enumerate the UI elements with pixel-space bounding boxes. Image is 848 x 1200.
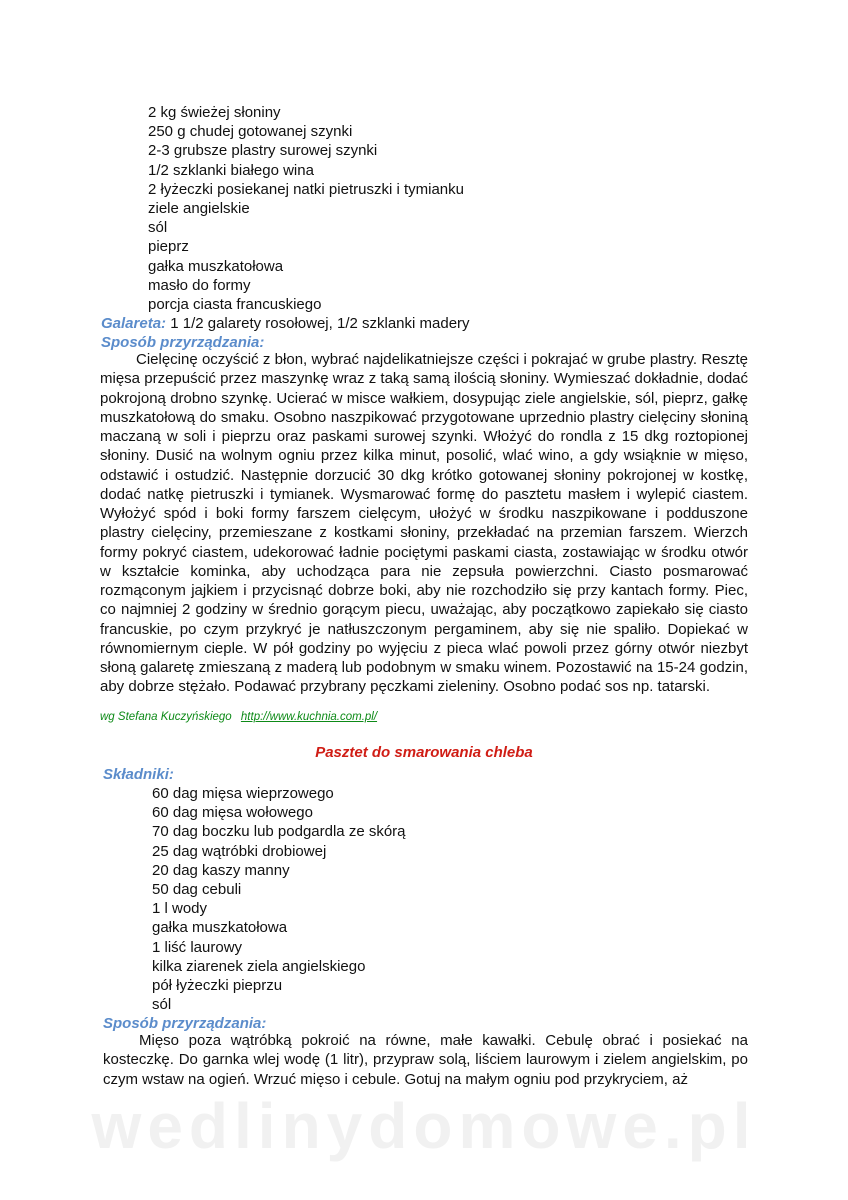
list-item: 20 dag kaszy manny bbox=[152, 861, 290, 879]
list-item: gałka muszkatołowa bbox=[148, 257, 284, 275]
method-label-2: Sposób przyrządzania: bbox=[103, 1015, 267, 1032]
source-link[interactable]: http://www.kuchnia.com.pl/ bbox=[240, 711, 378, 723]
list-item: masło do formy bbox=[148, 276, 251, 294]
list-item: 60 dag mięsa wołowego bbox=[152, 804, 313, 822]
recipe-title: Pasztet do smarowania chleba bbox=[315, 744, 533, 761]
ingredients-list-1 bbox=[148, 103, 464, 314]
list-item: sól bbox=[148, 219, 168, 237]
method-label-1: Sposób przyrządzania: bbox=[101, 334, 265, 351]
galareta-label: Galareta: bbox=[101, 315, 167, 332]
list-item: porcja ciasta francuskiego bbox=[148, 296, 322, 314]
list-item: sól bbox=[152, 996, 172, 1014]
ingredients-list-2 bbox=[152, 784, 406, 1014]
source-author: wg Stefana Kuczyńskiego bbox=[100, 711, 232, 723]
watermark: wedlinydomowe.pl bbox=[91, 1090, 757, 1162]
list-item: kilka ziarenek ziela angielskiego bbox=[152, 957, 366, 975]
galareta-text: 1 1/2 galarety rosołowej, 1/2 szklanki madery bbox=[170, 315, 470, 332]
source-credit bbox=[100, 711, 377, 723]
list-item: ziele angielskie bbox=[148, 200, 250, 218]
list-item: 250 g chudej gotowanej szynki bbox=[148, 123, 353, 141]
list-item: gałka muszkatołowa bbox=[152, 919, 288, 937]
list-item: 60 dag mięsa wieprzowego bbox=[152, 785, 334, 802]
list-item: 2-3 grubsze plastry surowej szynki bbox=[148, 142, 378, 160]
list-item: 2 łyżeczki posiekanej natki pietruszki i tymianku bbox=[148, 180, 464, 198]
method-text-1: Cielęcinę oczyścić z błon, wybrać najdelikatniejsze części i pokrajać w grube plastry. Resztę mięsa przepuścić przez maszynkę wraz z taką samą ilością słoniny. Wymieszać dokładnie, dodać pokrojoną drobno szynkę. Ucierać w misce wałkiem, dosypując ziele angielskie, sól, pieprz, gałkę muszkatołową do smaku. Osobno naszpikować przygotowane uprzednio plastry cielęciny słoniną maczaną w soli i pieprzu oraz paskami surowej szynki. Włożyć do rondla z 15 dkg roztopionej słoniny. Dusić na wolnym ogniu przez kilka minut, posolić, wlać wino, a gdy wsiąknie w mięso, odstawić i ostudzić. Następnie dorzucić 30 dkg krótko gotowanej słoniny pokrojonej w kostkę, dodać natkę pietruszki i tymianek. Wysmarować formę do pasztetu masłem i wylepić ciastem. Wyłożyć spód i boki formy farszem cielęcym, ułożyć w środku naszpikowane i podduszone plastry cielęciny, przemieszane z kostkami słoniny, przekładać na przemian farszem. Wierzch formy pokryć ciastem, udekorować ładnie pociętymi paskami ciasta, zostawiając w środku otwór w kształcie kominka, aby uchodząca para nie zepsuła powierzchni. Ciasto posmarować rozmąconym jajkiem i przycisnąć dobrze boki, aby nie rozchodziło się przy kantach formy. Piec, co najmniej 2 godziny w średnio gorącym piecu, uważając, aby początkowo zapiekało się ciasto francuskie, po czym przykryć je natłuszczonym pergaminem, aby się nie spaliło. Dopiekać w równomiernym cieple. W pół godziny po wyjęciu z pieca wlać powoli przez górny otwór niezbyt słoną galaretę zmieszaną z maderą lub podobnym w smaku winem. Pozostawić na 15-24 godzin, aby dobrze stężało. Podawać przybrany pęczkami zieleniny. Osobno podać sos np. tatarski. bbox=[100, 351, 748, 696]
galareta-line bbox=[101, 314, 470, 333]
list-item: 25 dag wątróbki drobiowej bbox=[152, 842, 327, 860]
method-text-2: Mięso poza wątróbką pokroić na równe, małe kawałki. Cebulę obrać i posiekać na kosteczkę. Do garnka wlej wodę (1 litr), przypraw solą, liściem laurowym i zielem angielskim, po czym wstaw na ogień. Wrzuć mięso i cebule. Gotuj na małym ogniu pod przykryciem, aż bbox=[103, 1032, 748, 1088]
list-item: 1/2 szklanki białego wina bbox=[148, 161, 314, 179]
list-item: 2 kg świeżej słoniny bbox=[148, 104, 281, 121]
list-item: 1 liść laurowy bbox=[152, 938, 243, 956]
list-item: 70 dag boczku lub podgardla ze skórą bbox=[152, 823, 406, 841]
ingredients-label-2: Składniki: bbox=[103, 766, 174, 783]
list-item: pieprz bbox=[148, 238, 189, 256]
list-item: pół łyżeczki pieprzu bbox=[152, 977, 283, 995]
list-item: 1 l wody bbox=[152, 900, 208, 918]
list-item: 50 dag cebuli bbox=[152, 881, 242, 899]
